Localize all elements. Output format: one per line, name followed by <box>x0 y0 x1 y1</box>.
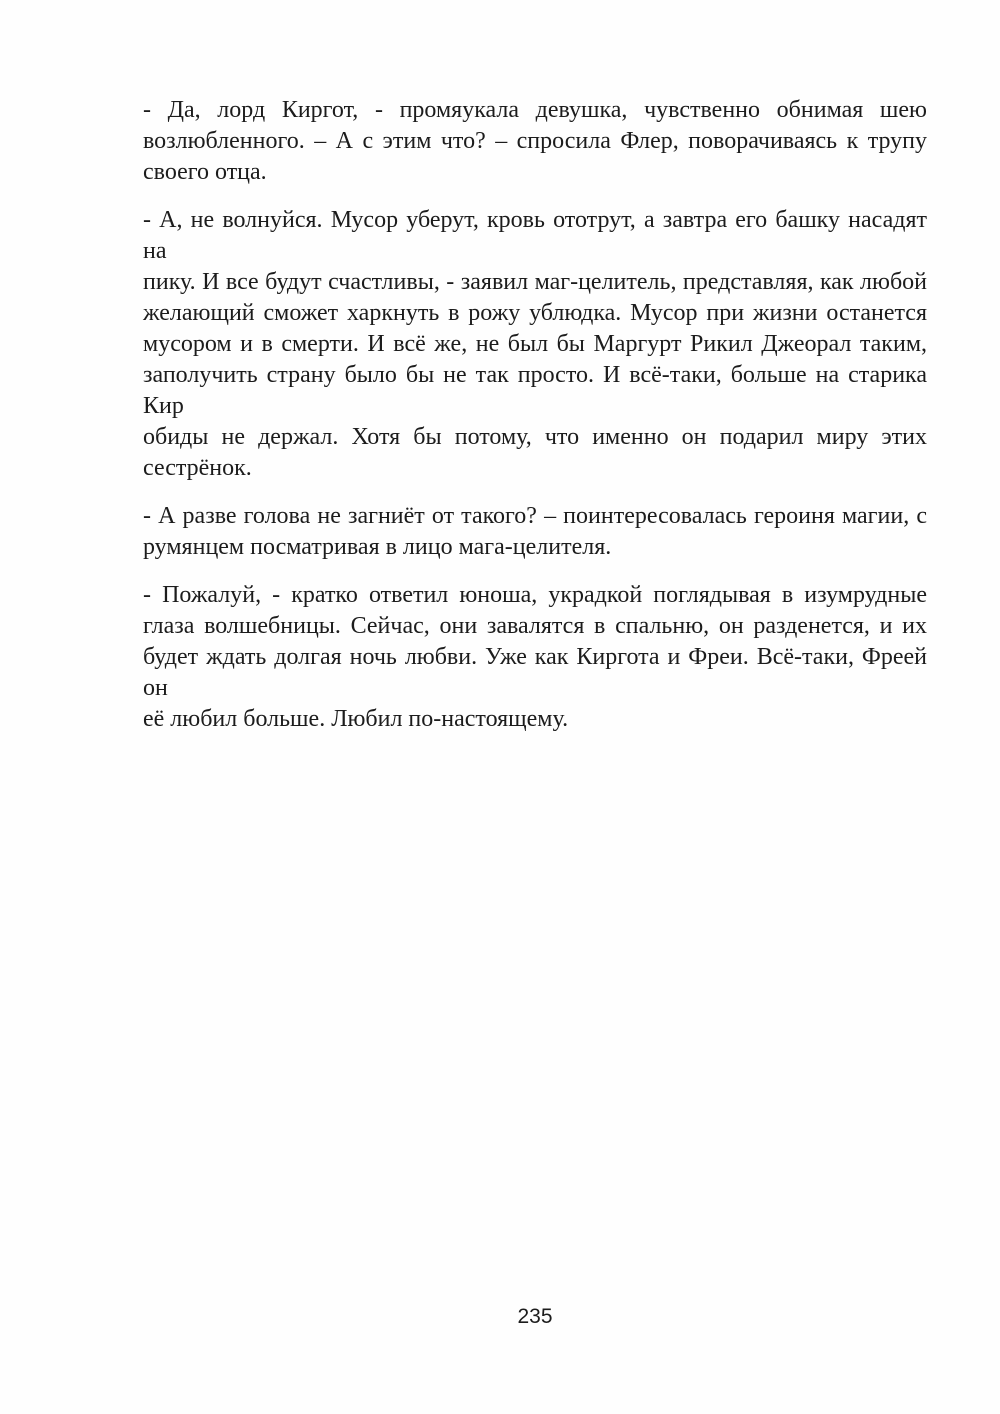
text-line: желающий сможет харкнуть в рожу ублюдка. Мусор при жизни останется <box>143 300 927 326</box>
text-body <box>143 95 927 752</box>
text-line: её любил больше. Любил по-настоящему. <box>143 706 569 732</box>
paragraph-2 <box>143 205 927 484</box>
text-line: румянцем посматривая в лицо мага-целителя. <box>143 534 612 560</box>
text-line: глаза волшебницы. Сейчас, они завалятся в спальню, он разденется, и их <box>143 613 927 639</box>
text-line: возлюбленного. – А с этим что? – спросила Флер, поворачиваясь к трупу <box>143 128 927 154</box>
text-line: - Да, лорд Киргот, - промяукала девушка, чувственно обнимая шею <box>143 97 927 123</box>
text-line: мусором и в смерти. И всё же, не был бы Маргурт Рикил Джеорал таким, <box>143 331 927 357</box>
page-footer <box>143 1305 927 1329</box>
text-line: пику. И все будут счастливы, - заявил маг-целитель, представляя, как любой <box>143 269 927 295</box>
text-line: - А, не волнуйся. Мусор уберут, кровь ототрут, а завтра его башку насадят на <box>143 207 927 264</box>
paragraph-4 <box>143 580 927 735</box>
paragraph-3 <box>143 501 927 563</box>
paragraph-1 <box>143 95 927 188</box>
text-line: своего отца. <box>143 159 267 185</box>
text-line: сестрёнок. <box>143 455 252 481</box>
text-line: - А разве голова не загниёт от такого? – поинтересовалась героиня магии, с <box>143 503 927 529</box>
text-line: - Пожалуй, - кратко ответил юноша, украдкой поглядывая в изумрудные <box>143 582 927 608</box>
text-line: заполучить страну было бы не так просто. И всё-таки, больше на старика Кир <box>143 362 927 419</box>
text-line: будет ждать долгая ночь любви. Уже как Киргота и Фреи. Всё-таки, Фреей он <box>143 644 927 701</box>
page-number: 235 <box>517 1305 553 1328</box>
text-line: обиды не держал. Хотя бы потому, что именно он подарил миру этих <box>143 424 927 450</box>
